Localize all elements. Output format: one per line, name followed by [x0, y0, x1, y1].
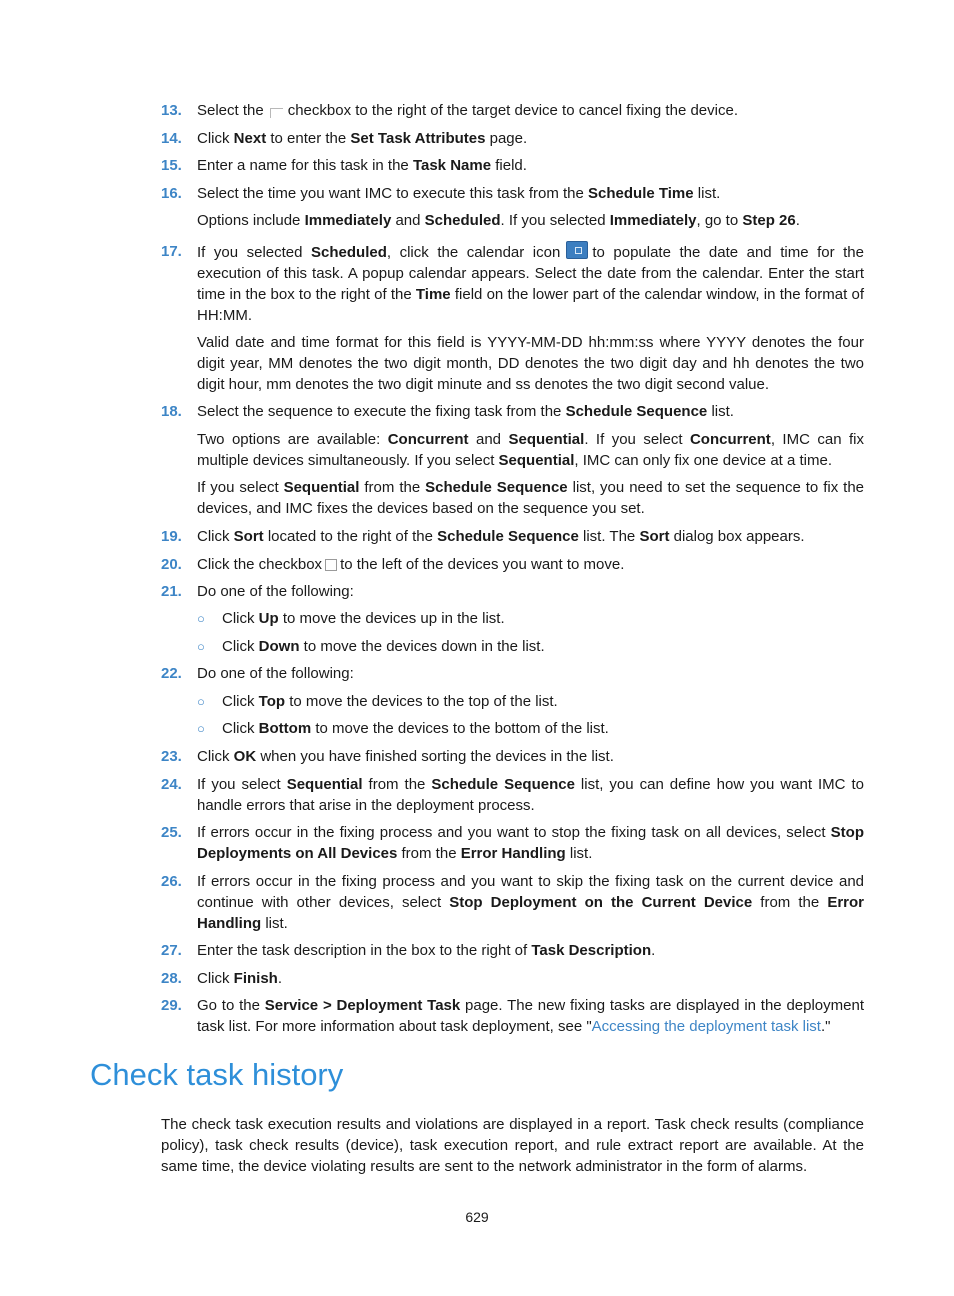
bullet-icon: ○: [197, 639, 205, 654]
step-18-note-b: [197, 477, 864, 519]
step-28: [161, 968, 864, 989]
step-text: Do one of the following:: [197, 583, 354, 600]
para-text: , go to: [696, 212, 743, 229]
step-18-note-a: [197, 429, 864, 471]
step-17: [161, 241, 864, 326]
step-text: list.: [693, 185, 721, 202]
step-18: [161, 401, 864, 422]
step-text: field on the lower part of the calendar window, in the format of HH:MM.: [197, 286, 864, 324]
option-text: to move the devices up in the list.: [278, 610, 505, 627]
step-text: .": [820, 1018, 831, 1035]
step-text: , click the calendar icon: [386, 244, 561, 261]
step-24: [161, 774, 864, 816]
ui-term: Task Name: [412, 157, 492, 174]
ui-term: Schedule Sequence: [565, 403, 708, 420]
step-text: from the: [397, 845, 461, 862]
step-22-option-bottom: [197, 718, 864, 739]
step-text: If errors occur in the fixing process and you want to stop the fixing task on all devices, select: [197, 824, 831, 841]
ui-term: Top: [258, 693, 286, 710]
step-text: Click: [197, 748, 234, 765]
step-number: 15.: [161, 157, 182, 174]
step-text: Click the checkbox: [197, 556, 323, 573]
step-number: 29.: [161, 997, 182, 1014]
step-text: to populate the date and time for the execution of this task. A popup calendar appears. Select the date from the calendar. Enter the start time in the box to the right of the: [197, 244, 864, 303]
step-text: to enter the: [266, 130, 351, 147]
step-text: If you select: [197, 776, 287, 793]
ui-term: Set Task Attributes: [350, 130, 486, 147]
step-text: list.: [565, 845, 593, 862]
para-text: Two options are available:: [197, 431, 388, 448]
step-text: Select the sequence to execute the fixing task from the: [197, 403, 566, 420]
section-body: The check task execution results and violations are displayed in a report. Task check results (compliance policy), task check results (device), task execution report, and rule extract report are available. At the same time, the device violating results are sent to the network administrator in the form of alarms.: [161, 1116, 864, 1175]
step-text: list.: [707, 403, 734, 420]
step-22: [161, 663, 864, 684]
step-number: 13.: [161, 102, 182, 119]
para-text: .: [795, 212, 800, 229]
ui-term: Schedule Time: [588, 185, 694, 202]
para-text: from the: [359, 479, 426, 496]
step-25: [161, 822, 864, 864]
para-text: , IMC can only fix one device at a time.: [574, 452, 833, 469]
option-text: Click: [222, 638, 259, 655]
checkbox-icon: [325, 559, 337, 571]
step-number: 25.: [161, 824, 182, 841]
step-22-option-top: [197, 691, 864, 712]
step-number: 18.: [161, 403, 182, 420]
ui-term: Concurrent: [387, 431, 469, 448]
step-19: [161, 526, 864, 547]
step-text: located to the right of the: [263, 528, 438, 545]
step-number: 14.: [161, 130, 182, 147]
step-14: [161, 128, 864, 149]
bullet-icon: ○: [197, 721, 205, 736]
ui-term: Schedule Sequence: [437, 528, 579, 545]
para-text: , IMC can fix multiple devices simultaneously. If you select: [197, 431, 864, 469]
step-text: when you have finished sorting the devices in the list.: [256, 748, 614, 765]
step-number: 19.: [161, 528, 182, 545]
step-text: list. The: [578, 528, 640, 545]
step-20: [161, 554, 864, 575]
ui-term: Step 26: [742, 212, 796, 229]
ui-term: Error Handling: [460, 845, 566, 862]
option-text: to move the devices to the bottom of the list.: [311, 720, 609, 737]
ui-term: Sequential: [498, 452, 575, 469]
step-text: list.: [261, 915, 288, 932]
ui-term: OK: [233, 748, 257, 765]
step-21-option-down: [197, 636, 864, 657]
para-text: . If you selected: [500, 212, 610, 229]
ui-term: Stop Deployments on All Devices: [197, 824, 864, 862]
ui-term: Concurrent: [689, 431, 771, 448]
ui-term: Sequential: [508, 431, 585, 448]
step-text: Select the time you want IMC to execute this task from the: [197, 185, 589, 202]
step-text: Click: [197, 130, 234, 147]
para-text: and: [391, 212, 425, 229]
ui-term: Up: [258, 610, 279, 627]
ui-term: Scheduled: [424, 212, 501, 229]
step-number: 27.: [161, 942, 182, 959]
ui-term: Sort: [639, 528, 670, 545]
step-number: 21.: [161, 583, 182, 600]
step-27: [161, 940, 864, 961]
step-text: from the: [362, 776, 432, 793]
step-number: 28.: [161, 970, 182, 987]
page-number: 629: [465, 1209, 489, 1225]
step-text: page.: [485, 130, 528, 147]
step-text: If errors occur in the fixing process and you want to skip the fixing task on the current device and continue with other devices, select: [197, 873, 864, 911]
ui-term: Finish: [233, 970, 278, 987]
ui-term: Error Handling: [197, 894, 865, 932]
ui-term: Immediately: [304, 212, 392, 229]
step-16-note: [197, 210, 864, 231]
step-text: .: [277, 970, 283, 987]
step-16: [161, 183, 864, 204]
ui-term: Immediately: [609, 212, 697, 229]
bullet-icon: ○: [197, 694, 205, 709]
step-number: 23.: [161, 748, 182, 765]
option-text: Click: [222, 610, 259, 627]
section-heading: Check task history: [90, 1057, 344, 1092]
step-text: Go to the: [197, 997, 265, 1014]
step-29: [161, 995, 864, 1037]
step-number: 26.: [161, 873, 182, 890]
para-text: Options include: [197, 212, 305, 229]
option-text: to move the devices down in the list.: [299, 638, 545, 655]
calendar-icon: [566, 241, 588, 259]
ui-term: Next: [233, 130, 267, 147]
step-text: field.: [491, 157, 527, 174]
para-text: . If you select: [584, 431, 690, 448]
deployment-task-list-link[interactable]: Accessing the deployment task list: [591, 1018, 821, 1035]
step-text: Enter a name for this task in the: [197, 157, 413, 174]
step-number: 24.: [161, 776, 182, 793]
ui-term: Schedule Sequence: [431, 776, 575, 793]
step-21-option-up: [197, 608, 864, 629]
para-text: and: [468, 431, 509, 448]
step-13: [161, 100, 864, 121]
ui-term: Task Description: [531, 942, 652, 959]
ui-term: Scheduled: [311, 244, 387, 261]
ui-term: Bottom: [258, 720, 312, 737]
step-text: from the: [752, 894, 828, 911]
step-text: dialog box appears.: [669, 528, 805, 545]
checkbox-icon: [270, 108, 283, 118]
step-text: to the left of the devices you want to move.: [340, 556, 625, 573]
step-text: page. The new fixing tasks are displayed in the deployment task list. For more information about task deployment, see ": [197, 997, 864, 1035]
para-text: If you select: [197, 479, 284, 496]
ui-term: Schedule Sequence: [425, 479, 568, 496]
ui-term: Service > Deployment Task: [264, 997, 461, 1014]
step-15: [161, 155, 864, 176]
step-number: 20.: [161, 556, 182, 573]
bullet-icon: ○: [197, 611, 205, 626]
para-text: list, you need to set the sequence to fix the devices, and IMC fixes the devices based on the sequence you set.: [197, 479, 865, 517]
step-text: .: [651, 942, 656, 959]
step-17-note: Valid date and time format for this field is YYYY-MM-DD hh:mm:ss where YYYY denotes the four digit year, MM denotes the two digit month, DD denotes the two digit day and hh denotes the two digit hour, mm denotes the two digit minute and ss denotes the two digit second value.: [197, 334, 864, 393]
step-text: Click: [197, 970, 234, 987]
step-text: Enter the task description in the box to the right of: [197, 942, 532, 959]
step-text: checkbox to the right of the target device to cancel fixing the device.: [287, 102, 738, 119]
step-21: [161, 581, 864, 602]
step-number: 16.: [161, 185, 182, 202]
step-text: list, you can define how you want IMC to handle errors that arise in the deployment process.: [197, 776, 865, 814]
option-text: Click: [222, 720, 259, 737]
step-text: Click: [197, 528, 234, 545]
step-number: 17.: [161, 243, 182, 260]
step-26: [161, 871, 864, 934]
option-text: Click: [222, 693, 259, 710]
step-text: Do one of the following:: [197, 665, 354, 682]
ui-term: Time: [415, 286, 451, 303]
ui-term: Stop Deployment on the Current Device: [449, 894, 753, 911]
step-23: [161, 746, 864, 767]
step-number: 22.: [161, 665, 182, 682]
step-text: Select the: [197, 102, 264, 119]
ui-term: Sort: [233, 528, 264, 545]
ui-term: Sequential: [286, 776, 363, 793]
option-text: to move the devices to the top of the list.: [285, 693, 558, 710]
step-text: If you selected: [197, 244, 312, 261]
ui-term: Sequential: [283, 479, 360, 496]
ui-term: Down: [258, 638, 300, 655]
